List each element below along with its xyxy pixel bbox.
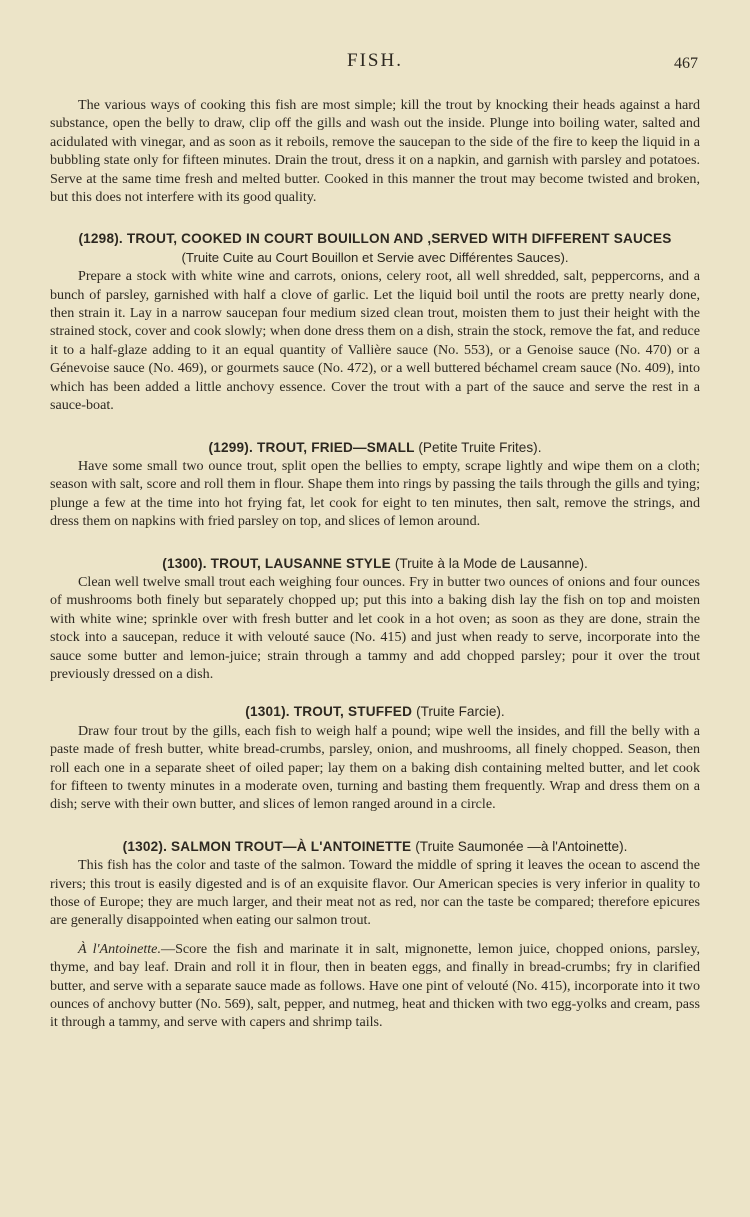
running-head: FISH. <box>347 50 403 71</box>
recipe-body-variation <box>50 940 700 1032</box>
recipe-title-french: (Truite Farcie). <box>416 704 505 720</box>
recipe-body: Draw four trout by the gills, each fish to weigh half a pound; wipe well the insides, and fill the belly with a paste made of fresh butter, white bread-crumbs, parsley, onion, and mushrooms, all finely chopped. Season, then roll each one in a separate sheet of oiled paper; lay them on a baking dish containing melted butter, and let cook for fifteen to twenty minutes in a moderate oven, turning and basting them frequently. Wrap and dress them on a dish; serve with their own butter, and slices of lemon ranged around in a circle. <box>50 722 700 813</box>
recipe-title-line <box>50 555 700 573</box>
page-content <box>50 96 700 1032</box>
recipe-title-french: (Truite à la Mode de Lausanne). <box>394 555 588 571</box>
recipe-title-line <box>50 439 700 457</box>
variation-text: —Score the fish and marinate it in salt, mignonette, lemon juice, chopped onions, parsley, thyme, and bay leaf. Drain and roll it in flour, then in beaten eggs, and finally in bread-crumbs; fry in clarified butter, and serve with a separate sauce made as follows. Have one pint of velouté (No. 415), incorporate into it two ounces of anchovy butter (No. 569), salt, pepper, and nutmeg, heat and thicken with two egg-yolks and cream, pass it through a tammy, and serve with capers and shrimp tails. <box>50 940 700 1031</box>
recipe-1298 <box>50 230 700 414</box>
recipe-title: (1302). SALMON TROUT—À L'ANTOINETTE <box>122 838 412 854</box>
variation-lead: À l'Antoinette. <box>78 940 161 957</box>
recipe-1301 <box>50 703 700 813</box>
page-number: 467 <box>674 55 698 72</box>
recipe-1302 <box>50 838 700 1032</box>
recipe-body: This fish has the color and taste of the salmon. Toward the middle of spring it leaves the ocean to ascend the rivers; this trout is easily digested and is of an exquisite flavor. Our American species is very inferior in quality to those of Europe; they are much larger, and their meat not as red, nor can the taste be compared; therefore epicures are generally disappointed when eating our salmon trout. <box>50 857 700 929</box>
recipe-1300 <box>50 555 700 684</box>
recipe-title: (1298). TROUT, COOKED IN COURT BOUILLON AND ,SERVED WITH DIFFERENT SAUCES <box>78 231 672 247</box>
recipe-body: Prepare a stock with white wine and carrots, onions, celery root, all well shredded, salt, peppercorns, and a bunch of parsley, garnished with half a clove of garlic. Let the liquid boil until the roots are pretty nearly done, then strain it. Lay in a narrow saucepan four medium sized clean trout, moisten them to just their height with the strained stock, cover and cook slowly; when done dress them on a dish, strain the stock, remove the fat, and reduce it to a half-glaze adding to it an equal quantity of Vallière sauce (No. 553), or a Genoise sauce (No. 470) or a Génevoise sauce (No. 469), or gourmets sauce (No. 472), or a well buttered béchamel cream sauce (No. 409), into which has been added a little anchovy essence. Cover the trout with a part of the sauce and serve the rest in a sauce-boat. <box>50 268 700 414</box>
recipe-1299 <box>50 439 700 531</box>
recipe-title: (1300). TROUT, LAUSANNE STYLE <box>162 555 391 571</box>
recipe-title-line <box>50 703 700 721</box>
recipe-body: Clean well twelve small trout each weighing four ounces. Fry in butter two ounces of onions and four ounces of mushrooms both finely but separately chopped up; put this into a baking dish lay the fish on top and moisten with white wine; sprinkle over with fresh butter and let cook in a hot oven; as soon as they are done, strain the stock into a saucepan, reduce it with velouté sauce (No. 415) and just when ready to serve, incorporate into the sauce some butter and lemon-juice; strain through a tammy and add chopped parsley; pour it over the trout previously dressed on a dish. <box>50 573 700 682</box>
intro-paragraph: The various ways of cooking this fish are most simple; kill the trout by knocking their heads against a hard substance, open the belly to draw, clip off the gills and wash out the inside. Plunge into boiling water, salted and acidulated with vinegar, and as soon as it reboils, remove the saucepan to the side of the fire to keep the liquid in a bubbling state only for fifteen minutes. Drain the trout, dress it on a napkin, and garnish with parsley and potatoes. Serve at the same time fresh and melted butter. Cooked in this manner the trout may become twisted and broken, but this does not interfere with its good quality. <box>50 97 700 206</box>
recipe-title: (1301). TROUT, STUFFED <box>245 704 413 720</box>
recipe-title-line <box>50 838 700 856</box>
recipe-title-french: (Petite Truite Frites). <box>418 439 542 455</box>
recipe-title: (1299). TROUT, FRIED—SMALL <box>208 439 415 455</box>
recipe-title-french: (Truite Saumonée —à l'Antoinette). <box>415 838 628 854</box>
recipe-subtitle: (Truite Cuite au Court Bouillon et Servie avec Différentes Sauces). <box>181 249 569 265</box>
recipe-body: Have some small two ounce trout, split open the bellies to empty, scrape lightly and wipe them on a cloth; season with salt, score and roll them in flour. Shape them into rings by passing the tails through the gills and tying; plunge a few at the time into hot frying fat, let cook for eight to ten minutes, then salt, remove the strings, and dress them on napkins with fried parsley on top, and slices of lemon around. <box>50 457 700 530</box>
